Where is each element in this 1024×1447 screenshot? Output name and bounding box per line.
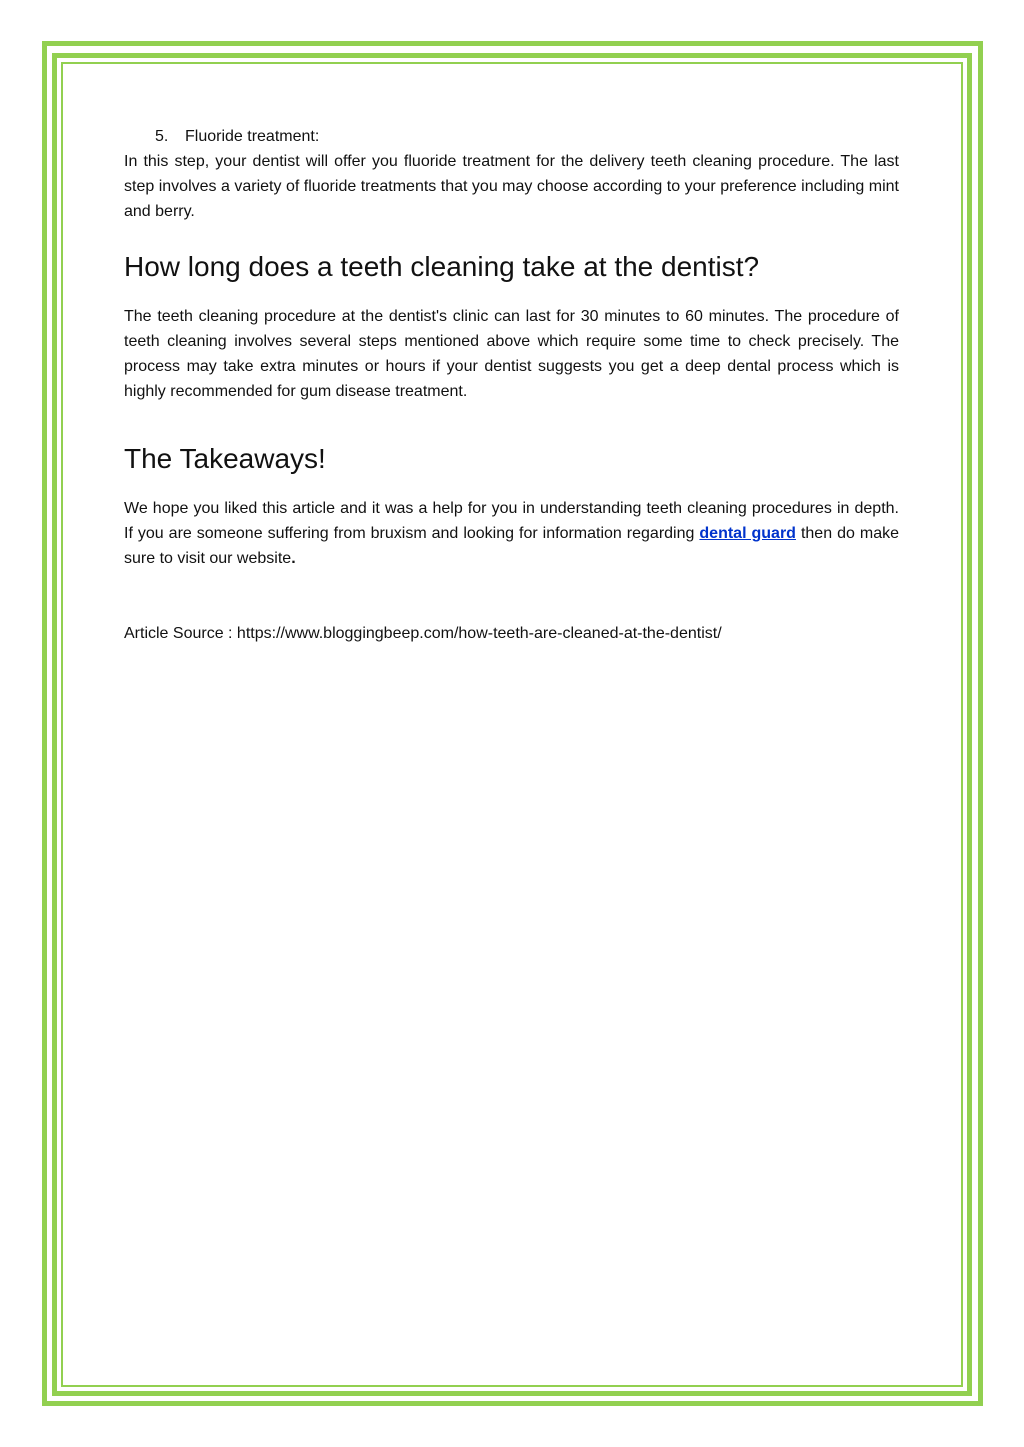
list-item-number: 5. (155, 128, 169, 145)
paragraph-fluoride: In this step, your dentist will offer you fluoride treatment for the delivery teeth cleaning procedure. The last step involves a variety of fluoride treatments that you may choose according to your preference including mint and berry. (124, 153, 899, 220)
paragraph-duration: The teeth cleaning procedure at the dentist's clinic can last for 30 minutes to 60 minutes. The procedure of teeth cleaning involves several steps mentioned above which require some time to check precisely. The process may take extra minutes or hours if your dentist suggests you get a deep dental process which is highly recommended for gum disease treatment. (124, 308, 899, 400)
article-content (124, 124, 899, 646)
article-source: Article Source : https://www.bloggingbeep.com/how-teeth-are-cleaned-at-the-dentist/ (124, 625, 722, 642)
heading-takeaways: The Takeaways! (124, 443, 326, 474)
list-item-label: Fluoride treatment: (185, 128, 320, 145)
heading-duration: How long does a teeth cleaning take at the dentist? (124, 251, 760, 282)
takeaways-period: . (291, 550, 296, 567)
dental-guard-link[interactable]: dental guard (699, 525, 796, 542)
paragraph-takeaways (124, 496, 899, 571)
takeaways-text-start: We hope you liked this article and it was a help for you in understanding teeth cleaning procedures in depth. If you are someone suffering from bruxism and looking for information regarding (124, 500, 899, 542)
list-item-fluoride (124, 124, 899, 149)
takeaways-text-end: then do make sure to visit our website (124, 525, 899, 567)
